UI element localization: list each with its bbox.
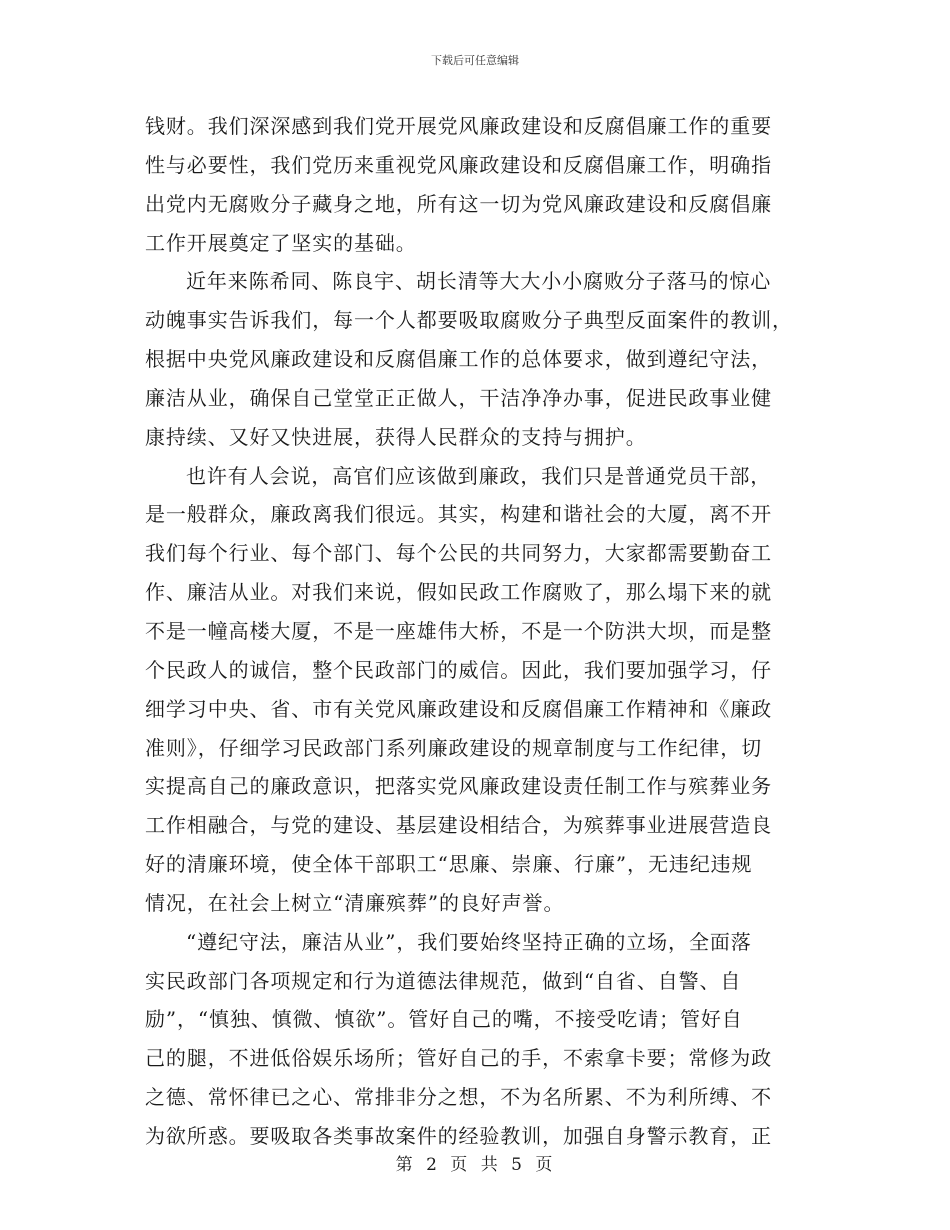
body-text: [145, 107, 810, 1156]
text-line: 为欲所惑。要吸取各类事故案件的经验教训，加强自身警示教育，正: [145, 1123, 772, 1148]
text-line: 廉洁从业，确保自己堂堂正正做人，干洁净净办事，促进民政事业健: [145, 385, 772, 410]
text-line: “遵纪守法，廉洁从业”，我们要始终坚持正确的立场，全面落: [186, 929, 752, 954]
text-line: 好的清廉环境，使全体干部职工“思廉、崇廉、行廉”，无违纪违规: [145, 852, 753, 877]
text-line: 之德、常怀律已之心、常排非分之想，不为名所累、不为利所缚、不: [145, 1085, 772, 1110]
text-line: 是一般群众，廉政离我们很远。其实，构建和谐社会的大厦，离不开: [145, 502, 772, 527]
text-line: 个民政人的诚信，整个民政部门的威信。因此，我们要加强学习，仔: [145, 657, 772, 682]
text-line: 康持续、又好又快进展，获得人民群众的支持与拥护。: [145, 424, 647, 449]
text-line: 作、廉洁从业。对我们来说，假如民政工作腐败了，那么塌下来的就: [145, 580, 772, 605]
text-line: 钱财。我们深深感到我们党开展党风廉政建设和反腐倡廉工作的重要: [145, 114, 772, 138]
footer-page-word: 页: [450, 1155, 470, 1175]
text-line: 准则》，仔细学习民政部门系列廉政建设的规章制度与工作纪律，切: [145, 735, 762, 760]
text-line: 近年来陈希同、陈良宇、胡长清等大大小小腐败分子落马的惊心: [186, 269, 772, 294]
text-line: 励”，“慎独、慎微、慎欲”。管好自己的嘴，不接受吃请；管好自: [145, 1007, 743, 1032]
footer-total-word: 共: [480, 1155, 500, 1175]
text-line: 性与必要性，我们党历来重视党风廉政建设和反腐倡廉工作，明确指: [145, 152, 772, 177]
text-line: 己的腿，不进低俗娱乐场所；管好自己的手，不索拿卡要；常修为政: [145, 1046, 772, 1071]
text-line: 不是一幢高楼大厦，不是一座雄伟大桥，不是一个防洪大坝，而是整: [145, 618, 772, 643]
text-line: 细学习中央、省、市有关党风廉政建设和反腐倡廉工作精神和《廉政: [145, 696, 772, 721]
text-line: 情况，在社会上树立“清廉殡葬”的良好声誉。: [145, 890, 565, 915]
text-line: 根据中央党风廉政建设和反腐倡廉工作的总体要求，做到遵纪守法，: [145, 347, 772, 372]
text-line: 动魄事实告诉我们，每一个人都要吸取腐败分子典型反面案件的教训，: [145, 308, 793, 333]
page-header: 下载后可任意编辑: [431, 54, 519, 67]
footer-prefix: 第: [395, 1155, 415, 1175]
text-line: 也许有人会说，高官们应该做到廉政，我们只是普通党员干部，: [186, 463, 772, 488]
footer-total-pages: 5: [511, 1155, 524, 1175]
footer-current-page: 2: [426, 1155, 439, 1175]
text-line: 工作相融合，与党的建设、基层建设相结合，为殡葬事业进展营造良: [145, 813, 772, 838]
text-line: 我们每个行业、每个部门、每个公民的共同努力，大家都需要勤奋工: [145, 541, 772, 566]
page-footer: [0, 1154, 950, 1176]
footer-suffix: 页: [535, 1155, 555, 1175]
text-line: 实民政部门各项规定和行为道德法律规范，做到“自省、自警、自: [145, 968, 742, 993]
text-line: 工作开展奠定了坚实的基础。: [145, 230, 417, 255]
text-line: 出党内无腐败分子藏身之地，所有这一切为党风廉政建设和反腐倡廉: [145, 191, 772, 216]
text-line: 实提高自己的廉政意识，把落实党风廉政建设责任制工作与殡葬业务: [145, 774, 772, 799]
